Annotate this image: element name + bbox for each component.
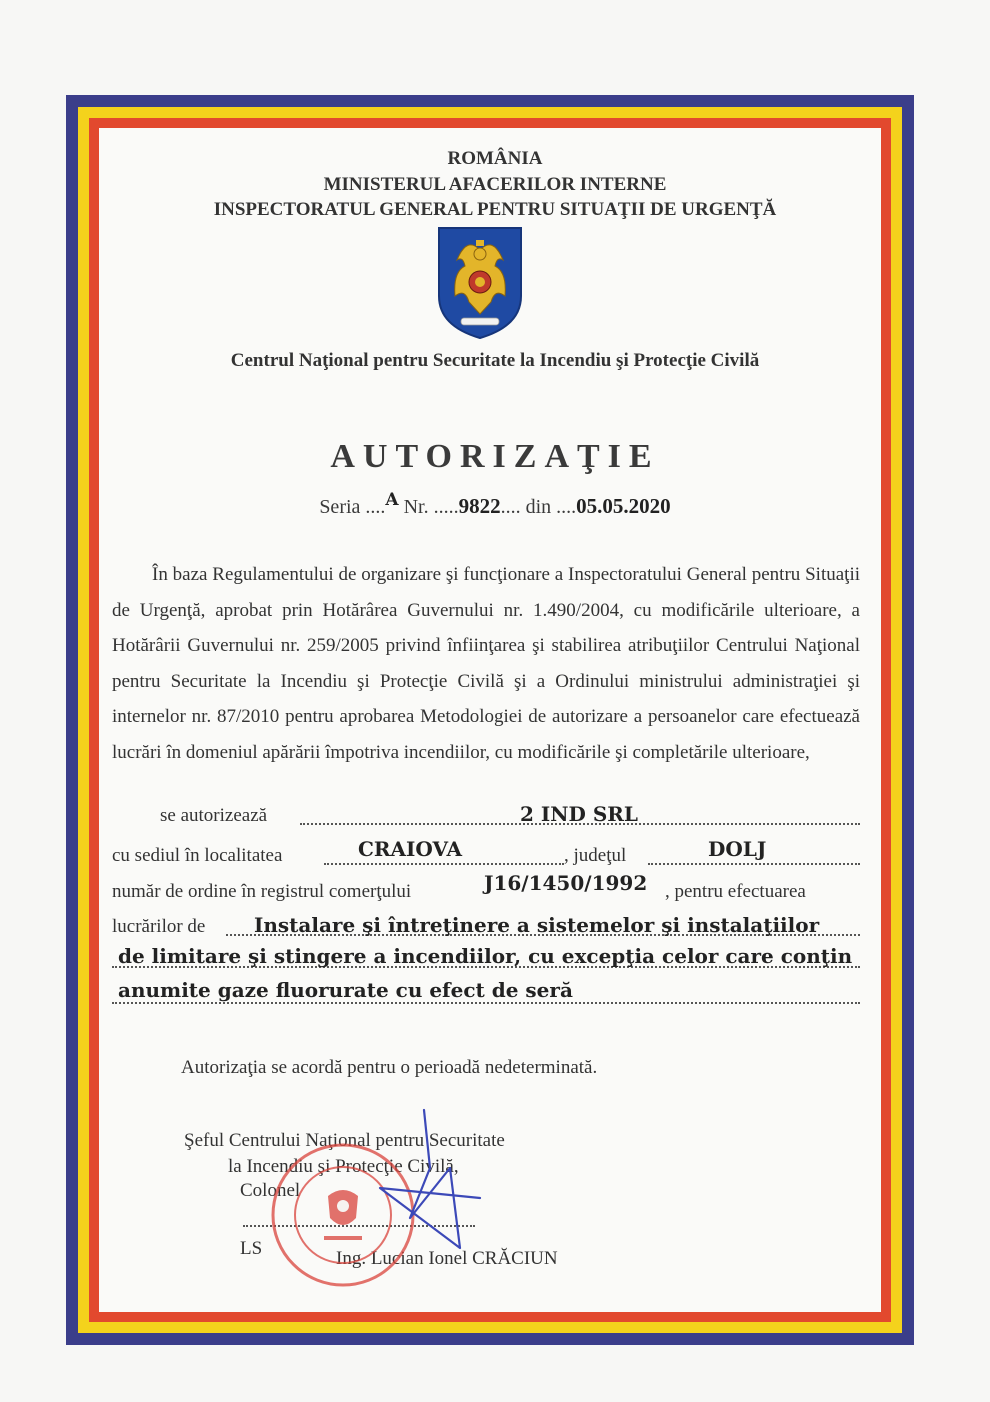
serial-line: Seria ....$^A$ Nr. .....9822.... din ....05.05.2020: [319, 490, 671, 518]
authorized-label: se autorizează: [160, 805, 268, 826]
number-label: Nr.: [403, 496, 429, 518]
signature-title-2: la Incendiu şi Protecţie Civilă,: [228, 1156, 459, 1177]
header-country: ROMÂNIA: [447, 148, 543, 169]
ls-label: LS: [240, 1238, 263, 1259]
company-name: 2 IND SRL: [520, 802, 638, 826]
locality-line: [112, 837, 860, 867]
works-text-2: de limitare şi stingere a incendiilor, cu excepţia celor care conţin: [118, 944, 853, 968]
header-ministry: MINISTERUL AFACERILOR INTERNE: [323, 174, 667, 195]
handwritten-signature-icon: [340, 1108, 490, 1278]
registry-label: număr de ordine în registrul comerţului: [112, 881, 412, 902]
works-text-3: anumite gaze fluorurate cu efect de seră: [118, 978, 573, 1002]
works-line-1: [112, 913, 860, 938]
serial-label: Seria: [319, 496, 361, 518]
purpose-label: , pentru efectuarea: [665, 881, 806, 902]
registry-value: J16/1450/1992: [484, 871, 648, 895]
county-label: , judeţul: [564, 845, 627, 866]
document-title: AUTORIZAŢIE: [330, 438, 660, 475]
signatory-name: Ing. Lucian Ionel CRĂCIUN: [336, 1248, 558, 1269]
serial-value: A: [385, 490, 399, 510]
date-value: 05.05.2020: [576, 494, 671, 518]
works-label: lucrărilor de: [112, 916, 206, 937]
coat-of-arms-icon: [437, 226, 523, 340]
validity-note: Autorizaţia se acordă pentru o perioadă nedeterminată.: [181, 1057, 598, 1078]
registry-line: [112, 871, 860, 903]
date-label: din: [525, 496, 552, 518]
locality-label: cu sediul în localitatea: [112, 845, 283, 866]
number-value: 9822: [458, 494, 501, 518]
signature-rank: Colonel: [240, 1180, 301, 1201]
county-value: DOLJ: [708, 837, 767, 861]
works-text-1: Instalare şi întreţinere a sistemelor şi instalaţiilor: [254, 913, 820, 937]
signature-title-1: Şeful Centrului Naţional pentru Securitate: [184, 1130, 505, 1151]
authorized-line: [160, 802, 860, 827]
legal-basis-paragraph: În baza Regulamentului de organizare şi funcţionare a Inspectoratului General pentru Situaţii de Urgenţă, aprobat prin Hotărârea Guvernului nr. 1.490/2004, cu modificările ulterioare, a Hotărârii Guvernului nr. 259/2005 privind înfiinţarea şi stabilirea atribuţiilor Centrului Naţional pentru Securitate la Incendiu şi Protecţie Civilă şi a Ordinului ministrului administraţiei şi internelor nr. 87/2010 pentru aprobarea Metodologiei de autorizare a persoanelor care efectuează lucrări în domeniul apărării împotriva incendiilor, cu modificările şi completările ulterioare,: [112, 564, 860, 763]
header-center-name: Centrul Naţional pentru Securitate la Incendiu şi Protecţie Civilă: [230, 350, 760, 371]
locality-value: CRAIOVA: [358, 837, 462, 861]
header-inspectorate: INSPECTORATUL GENERAL PENTRU SITUAŢII DE URGENŢĂ: [213, 199, 777, 220]
